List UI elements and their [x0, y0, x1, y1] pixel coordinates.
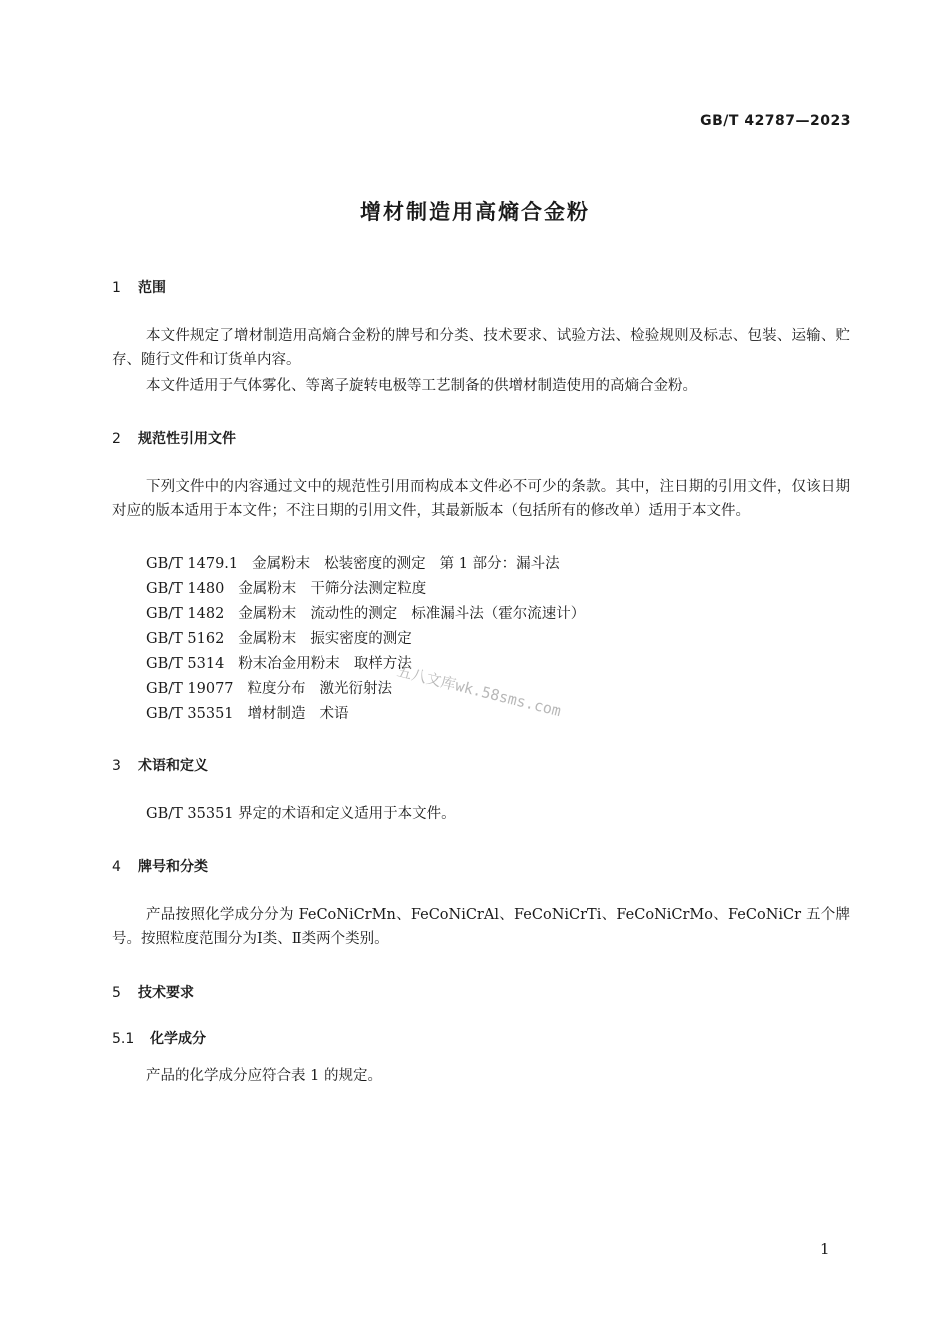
terms-paragraph: GB/T 35351 界定的术语和定义适用于本文件。 [146, 806, 456, 822]
reference-title-part: 金属粉末 [238, 631, 297, 647]
references-intro: 下列文件中的内容通过文中的规范性引用而构成本文件必不可少的条款。其中，注日期的引用文件，仅该日期对应的版本适用于本文件；不注日期的引用文件，其最新版本（包括所有的修改单）适用于本文件。 [112, 479, 850, 519]
reference-title-part: 术语 [319, 706, 349, 722]
section-2-heading [112, 428, 236, 448]
section-number: 5 [112, 985, 121, 1001]
section-4-heading [112, 856, 208, 876]
reference-code: GB/T 1482 [146, 606, 225, 622]
chemical-paragraph: 产品的化学成分应符合表 1 的规定。 [146, 1068, 382, 1084]
reference-code: GB/T 35351 [146, 706, 234, 722]
page-number: 1 [820, 1240, 830, 1258]
section-title: 牌号和分类 [138, 859, 208, 875]
reference-title-part: 激光衍射法 [319, 681, 393, 697]
scope-paragraph-1: 本文件规定了增材制造用高熵合金粉的牌号和分类、技术要求、试验方法、检验规则及标志、包装、运输、贮存、随行文件和订货单内容。 [112, 328, 850, 368]
reference-title-part: 金属粉末 [238, 606, 297, 622]
reference-item [146, 552, 560, 573]
section-number: 3 [112, 758, 121, 774]
section-number: 2 [112, 431, 121, 447]
scope-paragraph-2: 本文件适用于气体雾化、等离子旋转电极等工艺制备的供增材制造使用的高熵合金粉。 [146, 378, 697, 394]
reference-item [146, 627, 412, 648]
reference-code: GB/T 1480 [146, 581, 225, 597]
section-title: 化学成分 [150, 1031, 206, 1047]
reference-title-part: 松装密度的测定 [324, 556, 426, 572]
reference-item [146, 652, 412, 673]
reference-title-part: 增材制造 [247, 706, 306, 722]
section-3-heading [112, 755, 208, 775]
reference-code: GB/T 5314 [146, 656, 225, 672]
reference-title-part: 粒度分布 [247, 681, 306, 697]
reference-title-part: 取样方法 [353, 656, 412, 672]
reference-title-part: 标准漏斗法（霍尔流速计） [411, 606, 586, 622]
section-number: 5.1 [112, 1031, 135, 1047]
reference-item [146, 577, 426, 598]
reference-code: GB/T 5162 [146, 631, 225, 647]
reference-code: GB/T 19077 [146, 681, 234, 697]
watermark: 五八文库wk.58sms.com [395, 661, 563, 721]
reference-title-part: 第 1 部分：漏斗法 [439, 556, 560, 572]
reference-title-part: 粉末冶金用粉末 [238, 656, 340, 672]
reference-item [146, 602, 585, 623]
section-number: 1 [112, 280, 121, 296]
reference-item [146, 677, 392, 698]
section-title: 规范性引用文件 [138, 431, 236, 447]
section-title: 技术要求 [138, 985, 194, 1001]
reference-title-part: 干筛分法测定粒度 [310, 581, 427, 597]
section-title: 范围 [138, 280, 166, 296]
section-1-heading [112, 277, 166, 297]
reference-title-part: 振实密度的测定 [310, 631, 412, 647]
reference-title-part: 金属粉末 [238, 581, 297, 597]
grades-paragraph: 产品按照化学成分分为 FeCoNiCrMn、FeCoNiCrAl、FeCoNiCrTi、FeCoNiCrMo、FeCoNiCr 五个牌号。按照粒度范围分为Ⅰ类、Ⅱ类两个类别。 [112, 907, 850, 947]
section-number: 4 [112, 859, 121, 875]
reference-title-part: 流动性的测定 [310, 606, 398, 622]
reference-item [146, 702, 349, 723]
section-5-1-heading [112, 1028, 206, 1048]
document-title: 增材制造用高熵合金粉 [360, 200, 590, 224]
section-5-heading [112, 982, 194, 1002]
standard-code: GB/T 42787—2023 [700, 113, 851, 129]
section-title: 术语和定义 [138, 758, 208, 774]
reference-title-part: 金属粉末 [252, 556, 311, 572]
reference-code: GB/T 1479.1 [146, 556, 239, 572]
